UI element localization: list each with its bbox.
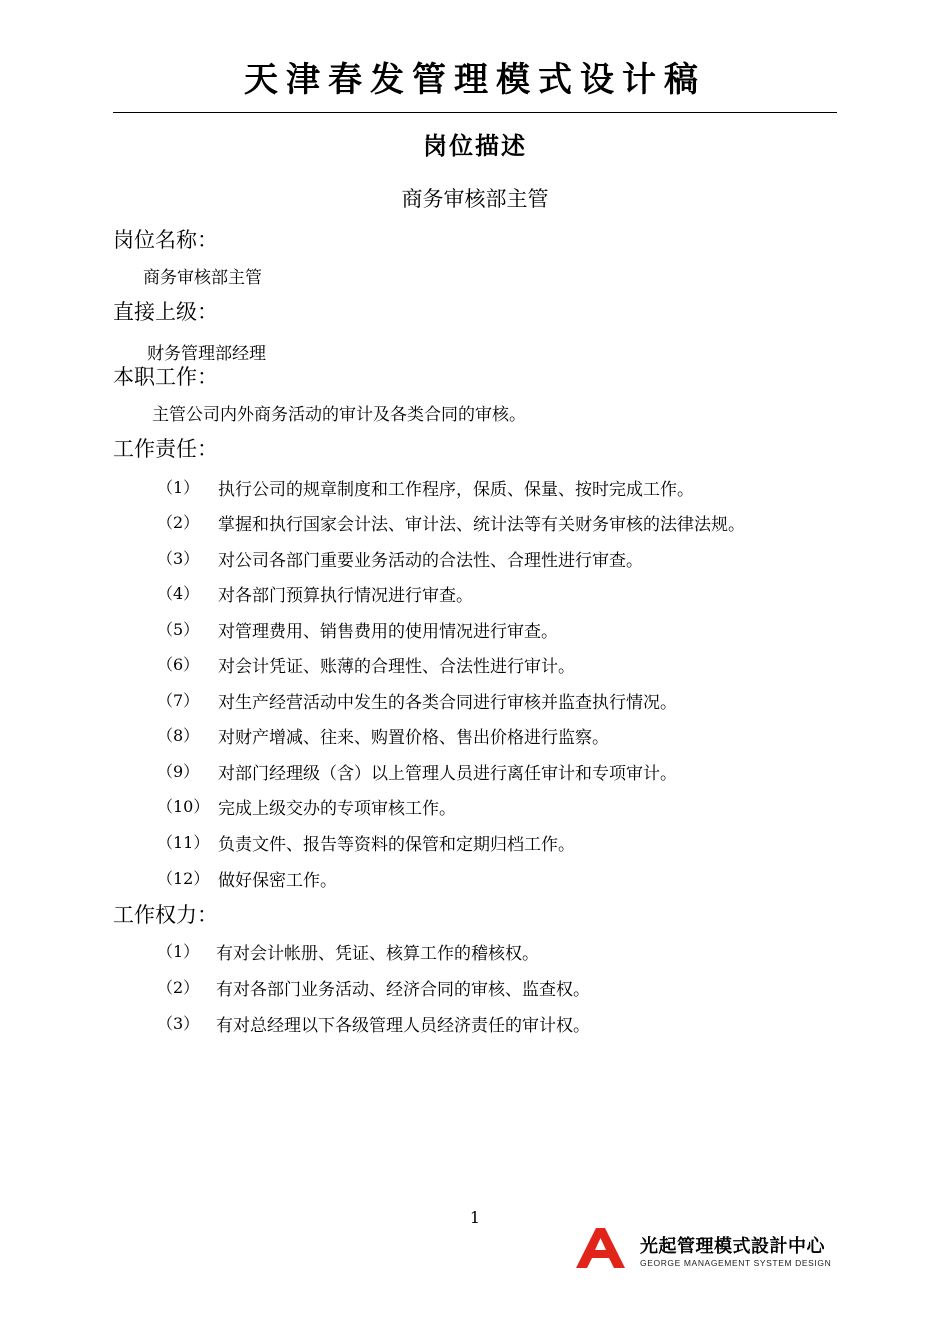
- list-item-text: 有对会计帐册、凭证、核算工作的稽核权。: [216, 944, 539, 964]
- list-item-number: （1）: [157, 478, 200, 497]
- list-item-text: 掌握和执行国家会计法、审计法、统计法等有关财务审核的法律法规。: [218, 515, 745, 535]
- list-item-number: （11）: [157, 833, 210, 852]
- logo-chinese-name: 光起管理模式設計中心: [640, 1236, 825, 1257]
- list-item-text: 对公司各部门重要业务活动的合法性、合理性进行审查。: [218, 551, 643, 571]
- list-item-number: （2）: [157, 978, 200, 997]
- position-name-heading: 岗位名称：: [113, 228, 218, 252]
- authority-heading: 工作权力：: [113, 903, 218, 927]
- header-title: 天津春发管理模式设计稿: [244, 60, 706, 100]
- list-item-text: 执行公司的规章制度和工作程序，保质、保量、按时完成工作。: [218, 480, 694, 500]
- list-item-number: （3）: [157, 549, 200, 568]
- list-item-text: 有对总经理以下各级管理人员经济责任的审计权。: [216, 1016, 590, 1036]
- header-divider: [113, 112, 837, 113]
- list-item-text: 做好保密工作。: [218, 871, 337, 891]
- page-number: 1: [469, 1208, 481, 1227]
- document-subtitle: 商务审核部主管: [401, 187, 549, 211]
- supervisor-heading: 直接上级：: [113, 300, 218, 324]
- responsibilities-heading: 工作责任：: [113, 437, 218, 461]
- list-item-text: 有对各部门业务活动、经济合同的审核、监查权。: [216, 980, 590, 1000]
- list-item-text: 对各部门预算执行情况进行审查。: [218, 586, 473, 606]
- list-item-number: （6）: [157, 655, 200, 674]
- list-item-number: （3）: [157, 1014, 200, 1033]
- list-item-number: （2）: [157, 513, 200, 532]
- document-title: 岗位描述: [423, 132, 527, 160]
- list-item-number: （8）: [157, 726, 200, 745]
- list-item-text: 对管理费用、销售费用的使用情况进行审查。: [218, 622, 558, 642]
- list-item-number: （12）: [157, 869, 210, 888]
- position-name-value: 商务审核部主管: [143, 268, 262, 288]
- main-job-value: 主管公司内外商务活动的审计及各类合同的审核。: [152, 405, 526, 425]
- supervisor-value: 财务管理部经理: [147, 344, 266, 364]
- logo-a-shape-icon: [576, 1228, 625, 1268]
- list-item-number: （4）: [157, 584, 200, 603]
- main-job-heading: 本职工作：: [113, 365, 218, 389]
- list-item-number: （1）: [157, 942, 200, 961]
- company-logo-icon: [574, 1227, 626, 1269]
- list-item-number: （5）: [157, 620, 200, 639]
- list-item-text: 对部门经理级（含）以上管理人员进行离任审计和专项审计。: [218, 764, 677, 784]
- list-item-text: 对会计凭证、账薄的合理性、合法性进行审计。: [218, 657, 575, 677]
- list-item-text: 完成上级交办的专项审核工作。: [218, 799, 456, 819]
- list-item-text: 对财产增减、往来、购置价格、售出价格进行监察。: [218, 728, 609, 748]
- logo-english-name: GEORGE MANAGEMENT SYSTEM DESIGN: [640, 1258, 832, 1268]
- list-item-text: 负责文件、报告等资料的保管和定期归档工作。: [218, 835, 575, 855]
- list-item-number: （7）: [157, 691, 200, 710]
- list-item-number: （10）: [157, 797, 210, 816]
- list-item-number: （9）: [157, 762, 200, 781]
- list-item-text: 对生产经营活动中发生的各类合同进行审核并监查执行情况。: [218, 693, 677, 713]
